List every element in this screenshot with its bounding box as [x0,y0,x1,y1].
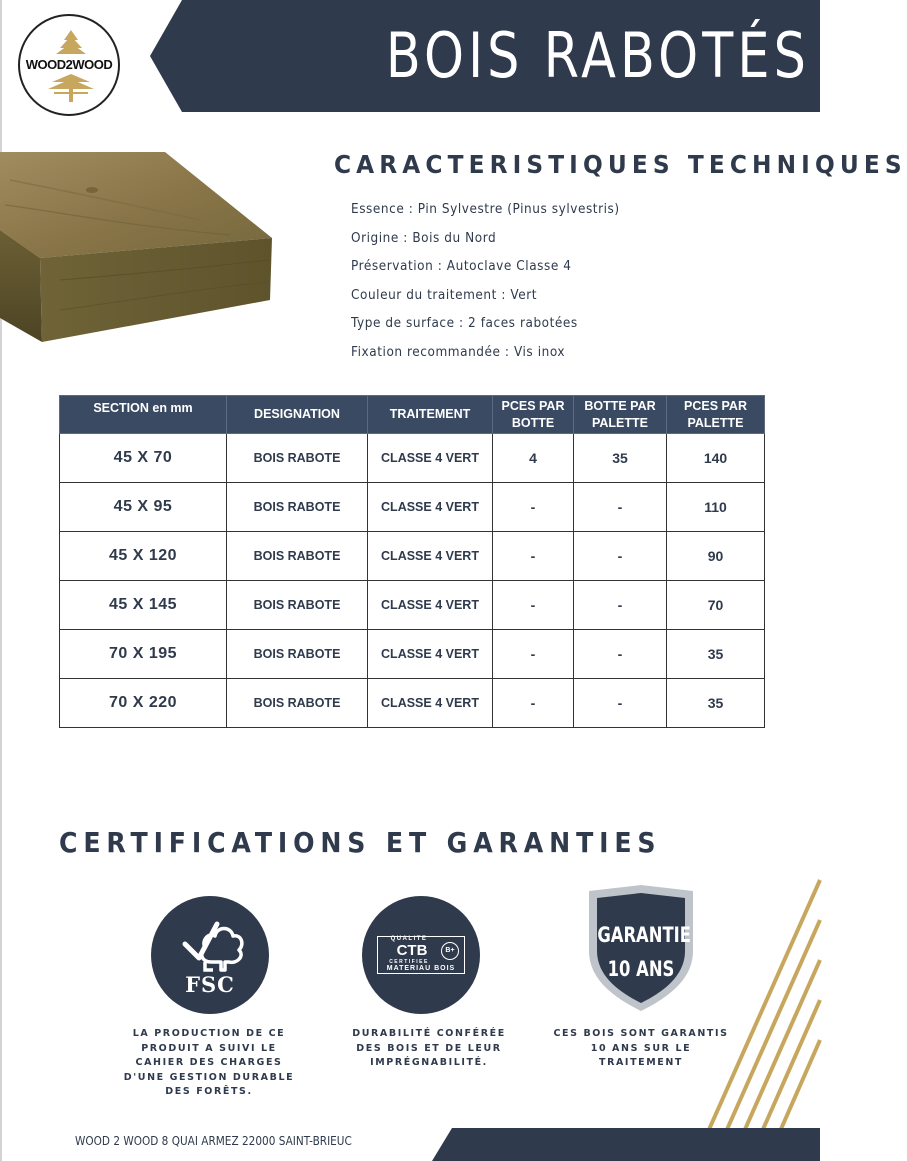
cell-designation: BOIS RABOTE [227,581,368,630]
spec-couleur: Couleur du traitement : Vert [351,287,538,303]
cell-designation: BOIS RABOTE [227,434,368,483]
cell-pces-palette: 110 [667,483,765,532]
spec-origine: Origine : Bois du Nord [351,230,497,246]
cell-traitement: CLASSE 4 VERT [368,434,493,483]
cell-pces-palette: 90 [667,532,765,581]
fsc-badge [151,896,269,1014]
cell-pces-botte: - [493,679,574,728]
spec-surface: Type de surface : 2 faces rabotées [351,316,578,332]
col-header-designation: DESIGNATION [227,396,368,434]
table-row [60,532,765,581]
cell-section: 45 X 145 [60,581,227,630]
spec-fixation: Fixation recommandée : Vis inox [351,344,566,360]
garantie-caption: CES BOIS SONT GARANTIS 10 ANS SUR LE TRAITEMENT [553,1028,729,1068]
ctb-main-text: CTB [396,942,428,959]
cell-botte-palette: - [574,630,667,679]
specs-list [351,202,791,374]
ctb-bottom-text: MATERIAU BOIS [386,965,456,972]
cell-section: 45 X 70 [60,434,227,483]
cell-traitement: CLASSE 4 VERT [368,483,493,532]
cell-botte-palette: 35 [574,434,667,483]
cell-traitement: CLASSE 4 VERT [368,679,493,728]
product-table [59,395,765,728]
specs-title: CARACTERISTIQUES TECHNIQUES [334,150,907,179]
ctb-badge [362,896,480,1014]
table-header-row [60,396,765,434]
ctb-logo-box [377,936,465,974]
cell-pces-botte: - [493,483,574,532]
certifications-title: CERTIFICATIONS ET GARANTIES [59,826,662,859]
cell-section: 70 X 220 [60,679,227,728]
cell-section: 45 X 120 [60,532,227,581]
cell-pces-palette: 70 [667,581,765,630]
decorative-gold-stripes [650,880,820,1161]
cell-pces-botte: 4 [493,434,574,483]
cell-pces-botte: - [493,581,574,630]
col-header-pces-palette: PCES PAR PALETTE [667,396,765,434]
cell-pces-palette: 140 [667,434,765,483]
cell-botte-palette: - [574,483,667,532]
fsc-caption: LA PRODUCTION DE CE PRODUIT A SUIVI LE CAHIER DES CHARGES D'UNE GESTION DURABLE DES FORÊTS. [123,1028,295,1097]
footer-band [432,1128,820,1161]
garantie-line2: 10 ANS [607,957,675,981]
table-row [60,483,765,532]
col-header-traitement: TRAITEMENT [368,396,493,434]
ctb-top-text: QUALITE [390,936,428,942]
cell-traitement: CLASSE 4 VERT [368,581,493,630]
ctb-seal-icon: B+ [441,942,459,960]
cell-designation: BOIS RABOTE [227,483,368,532]
cell-traitement: CLASSE 4 VERT [368,532,493,581]
cell-botte-palette: - [574,532,667,581]
ctb-cert-text: CERTIFIEE [389,959,429,965]
table-row [60,581,765,630]
spec-preservation: Préservation : Autoclave Classe 4 [351,259,572,275]
footer-address: WOOD 2 WOOD 8 QUAI ARMEZ 22000 SAINT-BRIEUC [75,1133,352,1148]
wood2wood-logo [18,14,120,116]
spec-essence: Essence : Pin Sylvestre (Pinus sylvestris) [351,202,620,217]
cell-pces-botte: - [493,630,574,679]
cell-traitement: CLASSE 4 VERT [368,630,493,679]
cell-designation: BOIS RABOTE [227,679,368,728]
cell-section: 70 X 195 [60,630,227,679]
col-header-botte-palette: BOTTE PAR PALETTE [574,396,667,434]
logo-text: WOOD2WOOD [25,57,113,72]
table-row [60,679,765,728]
table-row [60,434,765,483]
page-title: BOIS RABOTÉS [385,19,810,92]
fsc-label: FSC [185,972,235,997]
col-header-section: SECTION en mm [60,396,227,434]
table-row [60,630,765,679]
cell-botte-palette: - [574,679,667,728]
col-header-pces-botte: PCES PAR BOTTE [493,396,574,434]
cell-pces-palette: 35 [667,630,765,679]
ctb-caption: DURABILITÉ CONFÉRÉE DES BOIS ET DE LEUR IMPRÉGNABILITÉ. [352,1028,506,1068]
cell-pces-botte: - [493,532,574,581]
cell-section: 45 X 95 [60,483,227,532]
cell-designation: BOIS RABOTE [227,630,368,679]
cell-designation: BOIS RABOTE [227,532,368,581]
garantie-line1: GARANTIE [597,923,691,947]
wood-plank-image [0,150,275,350]
cell-pces-palette: 35 [667,679,765,728]
cell-botte-palette: - [574,581,667,630]
